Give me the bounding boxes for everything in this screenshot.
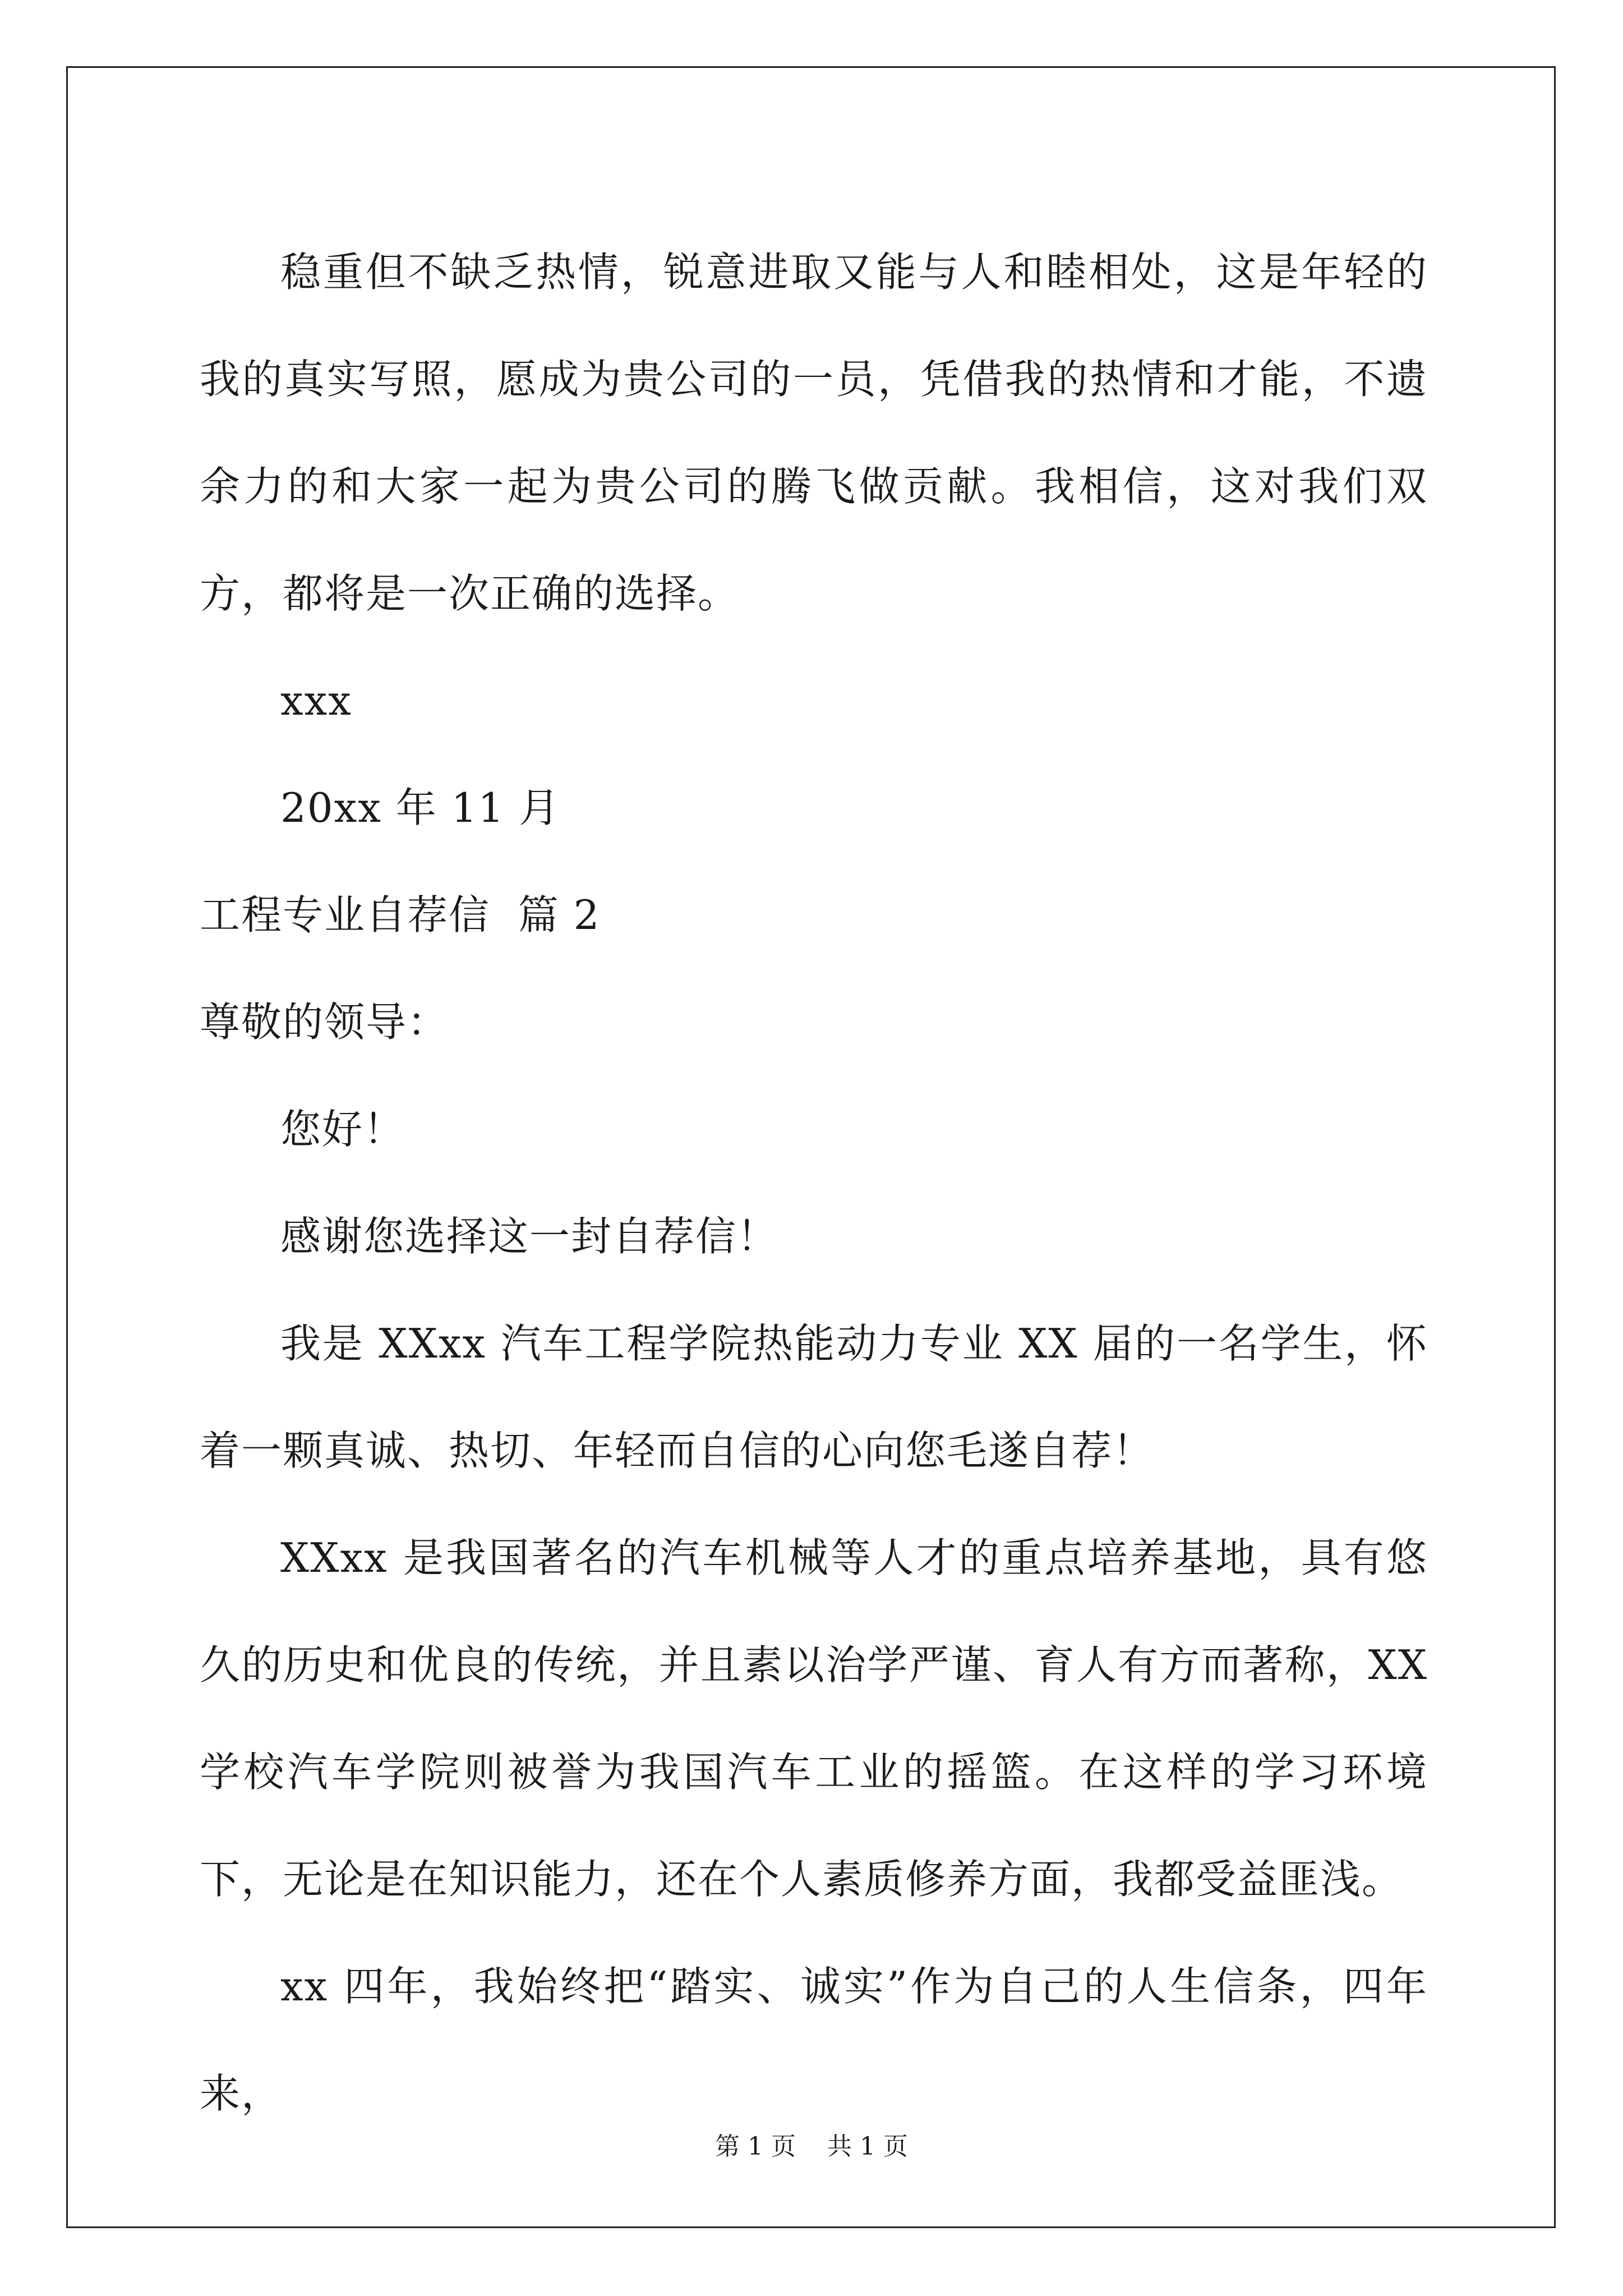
paragraph-four-years: xx 四年，我始终把“踏实、诚实”作为自己的人生信条，四年来， <box>200 1963 1428 2117</box>
paragraph-self-description: 稳重但不缺乏热情，锐意进取又能与人和睦相处，这是年轻的我的真实写照，愿成为贵公司的一员，凭借我的热情和才能，不遗余力的和大家一起为贵公司的腾飞做贡献。我相信，这对我们双方，都将是一次正确的选择。 <box>200 249 1428 617</box>
signature-name: xxx <box>280 677 352 724</box>
paragraph-school: XXxx 是我国著名的汽车机械等人才的重点培养基地，具有悠久的历史和优良的传统，并且素以治学严谨、育人有方而著称，XX 学校汽车学院则被誉为我国汽车工业的摇篮。在这样的学习环境下，无论是在知识能力，还在个人素质修养方面，我都受益匪浅。 <box>200 1534 1428 1903</box>
page-footer <box>0 2126 1623 2162</box>
section-title: 工程专业自荐信 篇 2 <box>200 891 601 938</box>
signature-date: 20xx 年 11 月 <box>280 784 561 831</box>
page-number-label: 第 1 页 共 1 页 <box>715 2132 908 2161</box>
greeting: 您好！ <box>280 1106 405 1153</box>
document-body <box>200 219 1428 2147</box>
salutation: 尊敬的领导： <box>200 999 449 1046</box>
paragraph-thanks: 感谢您选择这一封自荐信！ <box>280 1213 779 1260</box>
paragraph-introduction: 我是 XXxx 汽车工程学院热能动力专业 XX 届的一名学生，怀着一颗真诚、热切、年轻而自信的心向您毛遂自荐！ <box>200 1320 1428 1474</box>
